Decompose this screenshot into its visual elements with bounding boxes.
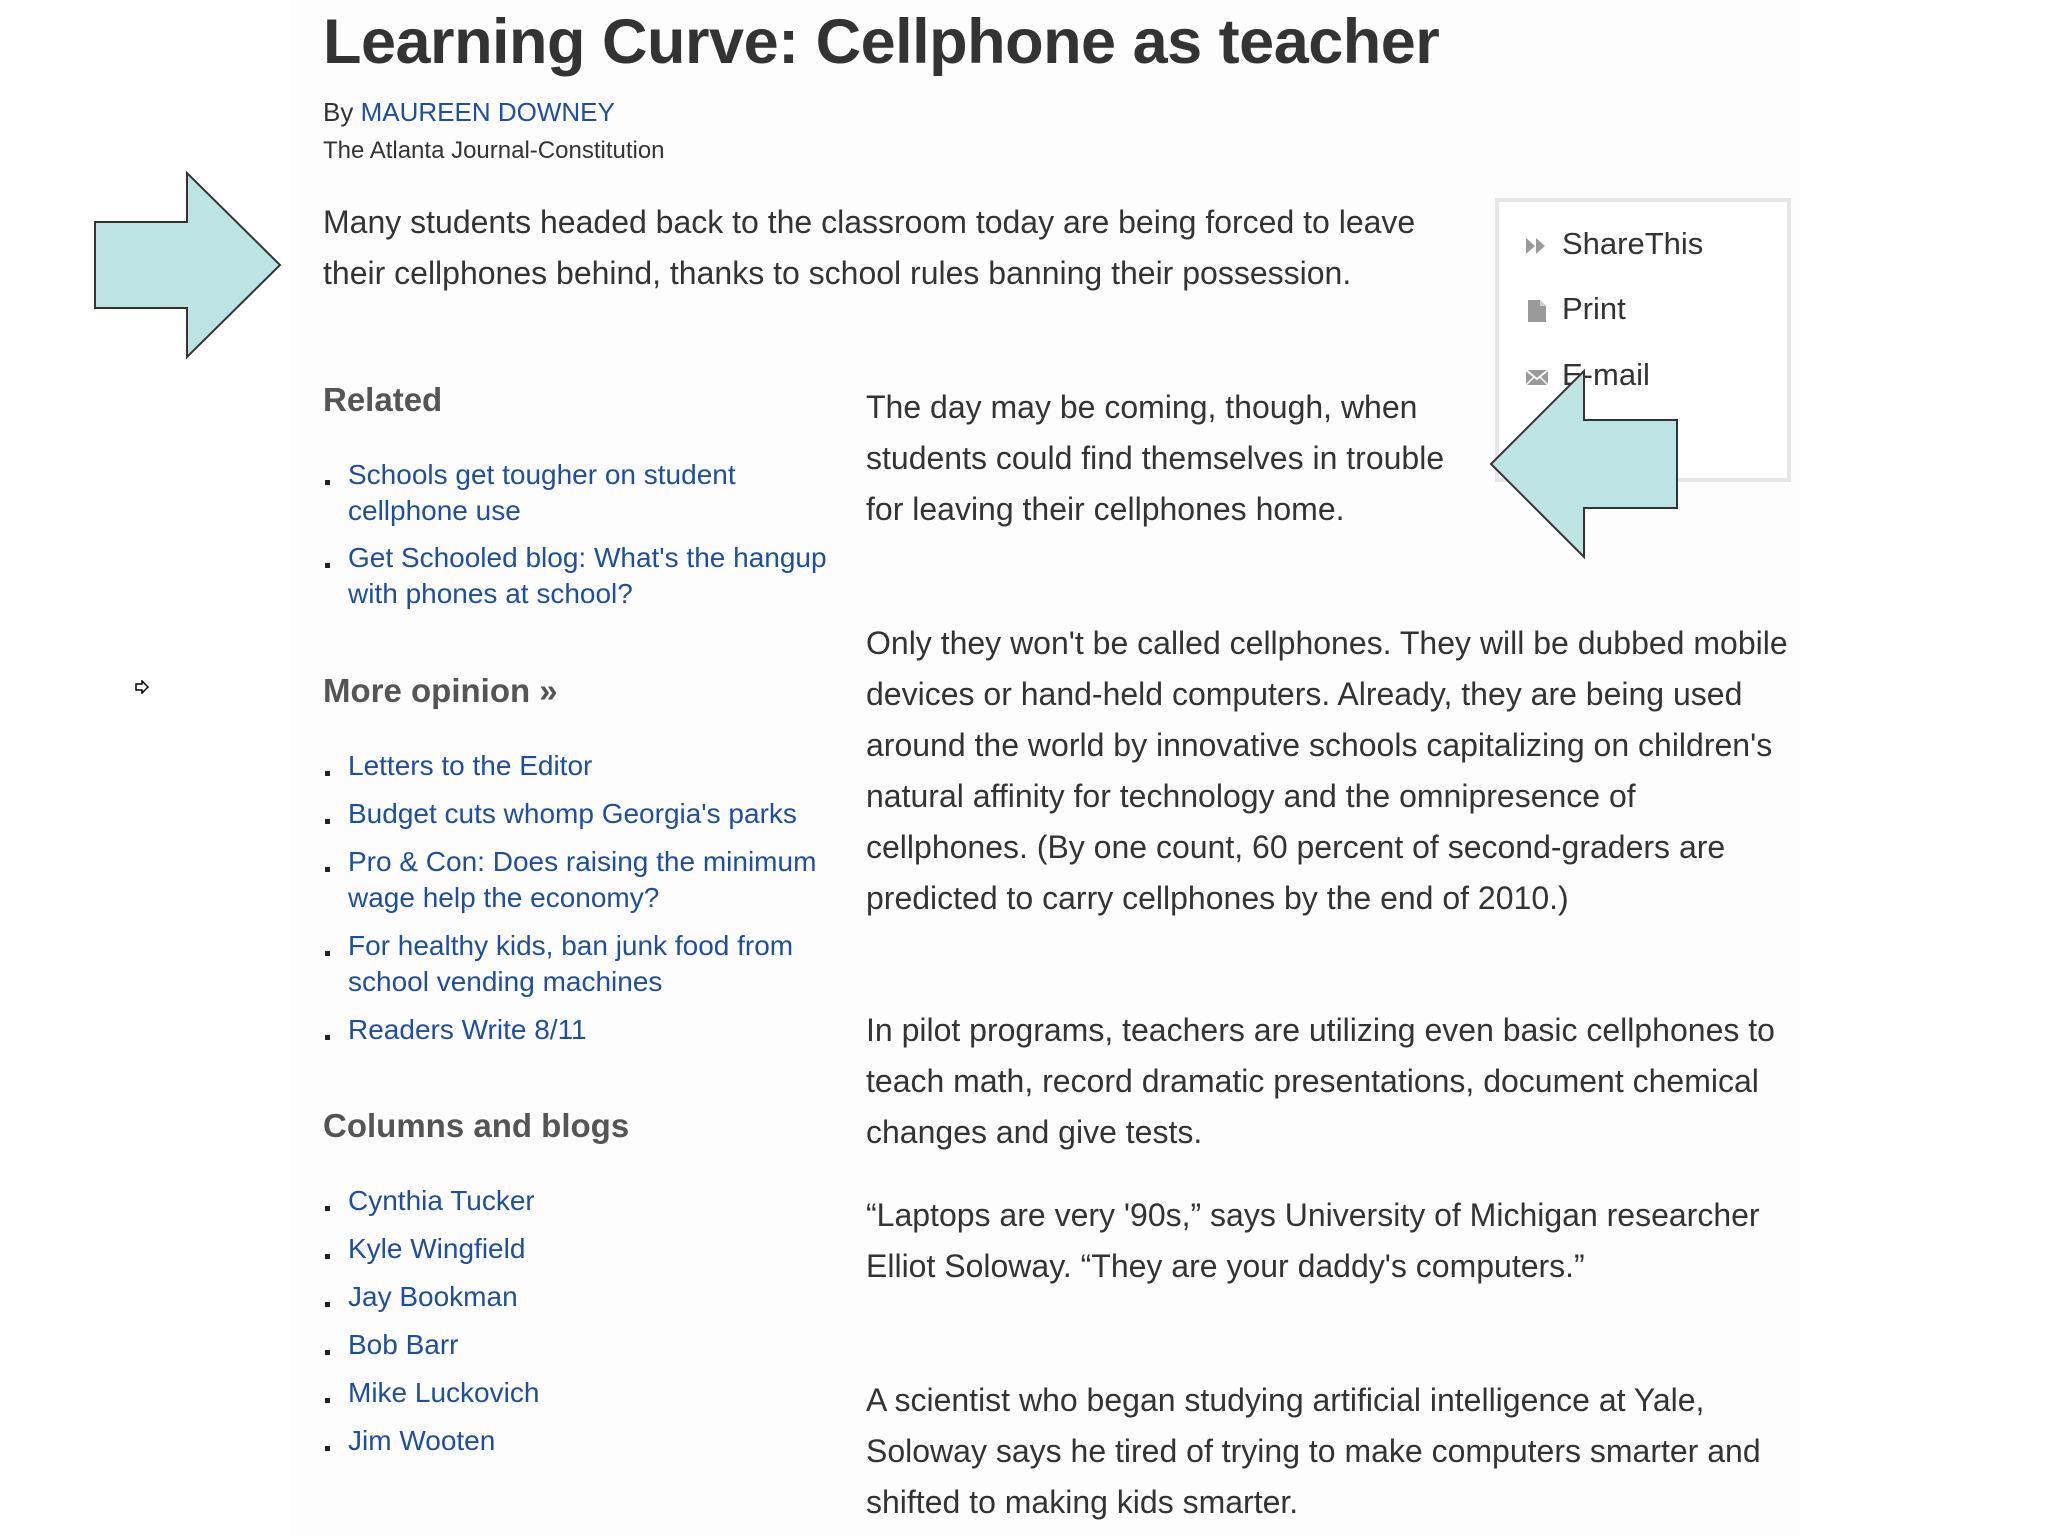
columnist-link[interactable]: Jim Wooten [323, 1423, 843, 1459]
article-headline: Learning Curve: Cellphone as teacher [323, 7, 1440, 77]
share-this-label: ShareThis [1562, 226, 1704, 261]
body-paragraph: “Laptops are very '90s,” says University of Michigan researcher Elliot Soloway. “They are your daddy's computers.” [866, 1197, 1760, 1284]
left-arrow-icon [1488, 368, 1680, 560]
columnist-link[interactable]: Mike Luckovich [323, 1375, 843, 1411]
opinion-link[interactable]: Letters to the Editor [323, 748, 843, 784]
author-link[interactable]: MAUREEN DOWNEY [360, 97, 615, 127]
more-opinion-list [323, 748, 843, 1048]
columnist-link[interactable]: Cynthia Tucker [323, 1183, 843, 1219]
small-arrow-icon [134, 680, 150, 694]
body-paragraph: Only they won't be called cellphones. They will be dubbed mobile devices or hand-held computers. Already, they are being used around the world by innovative schools capitalizing on children's natural affinity for technology and the omnipresence of cellphones. (By one count, 60 percent of second-graders are predicted to carry cellphones by the end of 2010.) [866, 625, 1788, 916]
related-link[interactable]: Schools get tougher on student cellphone use [323, 457, 843, 529]
columnist-link[interactable]: Jay Bookman [323, 1279, 843, 1315]
print-icon [1524, 296, 1550, 322]
related-list [323, 457, 843, 612]
more-opinion-heading[interactable]: More opinion » [323, 672, 558, 709]
columns-blogs-heading: Columns and blogs [323, 1107, 630, 1144]
columns-blogs-list [323, 1183, 843, 1459]
share-icon [1524, 231, 1550, 257]
print-label: Print [1562, 291, 1626, 326]
opinion-link[interactable]: Budget cuts whomp Georgia's parks [323, 796, 843, 832]
opinion-link[interactable]: Readers Write 8/11 [323, 1012, 843, 1048]
email-label: E-mail [1562, 357, 1650, 392]
opinion-link[interactable]: Pro & Con: Does raising the minimum wage help the economy? [323, 844, 843, 916]
print-button[interactable] [1524, 289, 1626, 329]
right-arrow-icon [92, 170, 284, 360]
body-paragraph: A scientist who began studying artificial intelligence at Yale, Soloway says he tired of trying to make computers smarter and shifted to making kids smarter. [866, 1382, 1761, 1520]
publication-name: The Atlanta Journal-Constitution [323, 137, 665, 164]
columnist-link[interactable]: Kyle Wingfield [323, 1231, 843, 1267]
body-paragraph: In pilot programs, teachers are utilizing even basic cellphones to teach math, record dramatic presentations, document chemical changes and give tests. [866, 1012, 1775, 1150]
related-heading: Related [323, 381, 443, 418]
byline [323, 97, 615, 128]
columnist-link[interactable]: Bob Barr [323, 1327, 843, 1363]
share-this-button[interactable] [1524, 224, 1703, 264]
byline-prefix: By [323, 97, 361, 127]
opinion-link[interactable]: For healthy kids, ban junk food from school vending machines [323, 928, 843, 1000]
lead-paragraph: Many students headed back to the classroom today are being forced to leave their cellphones behind, thanks to school rules banning their possession. [323, 204, 1416, 291]
body-paragraph: The day may be coming, though, when students could find themselves in trouble for leaving their cellphones home. [866, 389, 1445, 527]
related-link[interactable]: Get Schooled blog: What's the hangup with phones at school? [323, 540, 843, 612]
